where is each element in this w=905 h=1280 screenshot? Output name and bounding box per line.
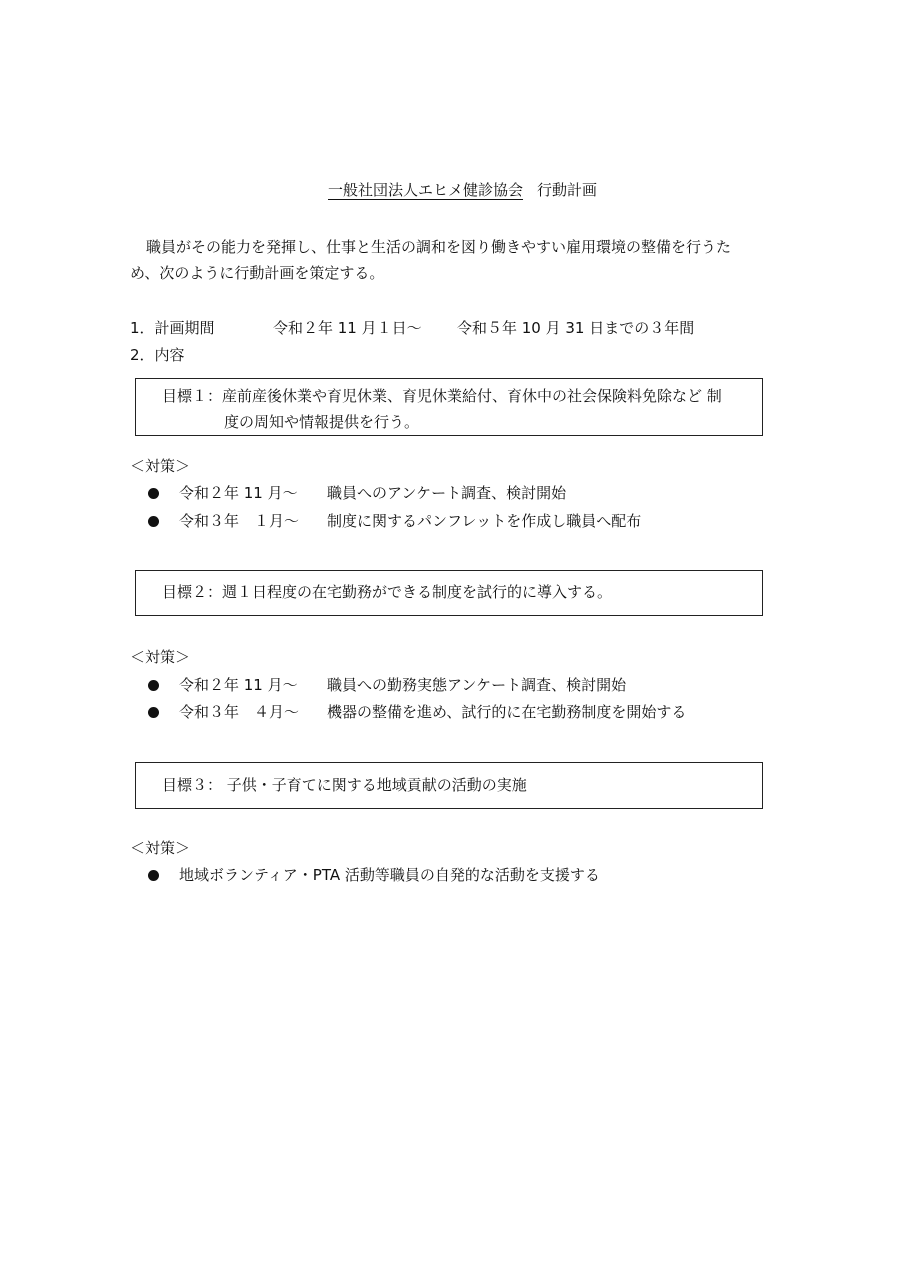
intro-line-2: め、次のように行動計画を策定する。 — [130, 264, 385, 282]
intro-line-1: 職員がその能力を発揮し、仕事と生活の調和を図り働きやすい雇用環境の整備を行うた — [146, 238, 732, 256]
document-title — [292, 183, 597, 198]
measure-text: 制度に関するパンフレットを作成し職員へ配布 — [327, 512, 642, 530]
measure-text: 機器の整備を進め、試行的に在宅勤務制度を開始する — [327, 703, 687, 721]
bullet-icon — [148, 516, 159, 527]
organization-name: 一般社団法人エヒメ健診協会 — [328, 181, 524, 199]
section2-label: 2．内容 — [130, 346, 185, 364]
goal-3-title: 目標３： 子供・子育てに関する地域貢献の活動の実施 — [162, 776, 527, 794]
measure-date: 令和２年 11 月～ — [179, 676, 298, 694]
goal-1-measure-1 — [148, 486, 566, 501]
measure-date: 令和３年 ４月～ — [179, 703, 300, 721]
goal-1-measure-2 — [148, 514, 641, 529]
goal-1-measures-label: ＜対策＞ — [130, 457, 191, 475]
goal-3-measures-label: ＜対策＞ — [130, 839, 191, 857]
goal-2-title: 目標２：週１日程度の在宅勤務ができる制度を試行的に導入する。 — [162, 583, 613, 601]
bullet-icon — [148, 680, 159, 691]
goal-3-box — [135, 762, 763, 809]
goal-2-measure-1 — [148, 678, 626, 693]
bullet-icon — [148, 488, 159, 499]
goal-3-measure-1 — [148, 868, 600, 883]
goal-2-measure-2 — [148, 705, 686, 720]
period-start: 令和２年 11 月１日～ — [273, 319, 422, 337]
bullet-icon — [148, 707, 159, 718]
section1-label: 1．計画期間 — [130, 319, 215, 337]
period-end: 令和５年 10 月 31 日までの３年間 — [457, 319, 695, 337]
bullet-icon — [148, 870, 159, 881]
goal-1-title-line-2: 度の周知や情報提供を行う。 — [224, 413, 420, 431]
goal-2-measures-label: ＜対策＞ — [130, 648, 191, 666]
measure-text: 職員への勤務実態アンケート調査、検討開始 — [327, 676, 627, 694]
goal-1-title-line-1: 目標１：産前産後休業や育児休業、育児休業給付、育休中の社会保険料免除など 制 — [162, 387, 722, 405]
measure-date: 令和２年 11 月～ — [179, 484, 298, 502]
measure-text: 地域ボランティア・PTA 活動等職員の自発的な活動を支援する — [179, 866, 600, 884]
measure-text: 職員へのアンケート調査、検討開始 — [327, 484, 567, 502]
goal-1-box — [135, 378, 763, 436]
goal-2-box — [135, 570, 763, 616]
title-suffix: 行動計画 — [537, 181, 598, 199]
measure-date: 令和３年 １月～ — [179, 512, 300, 530]
